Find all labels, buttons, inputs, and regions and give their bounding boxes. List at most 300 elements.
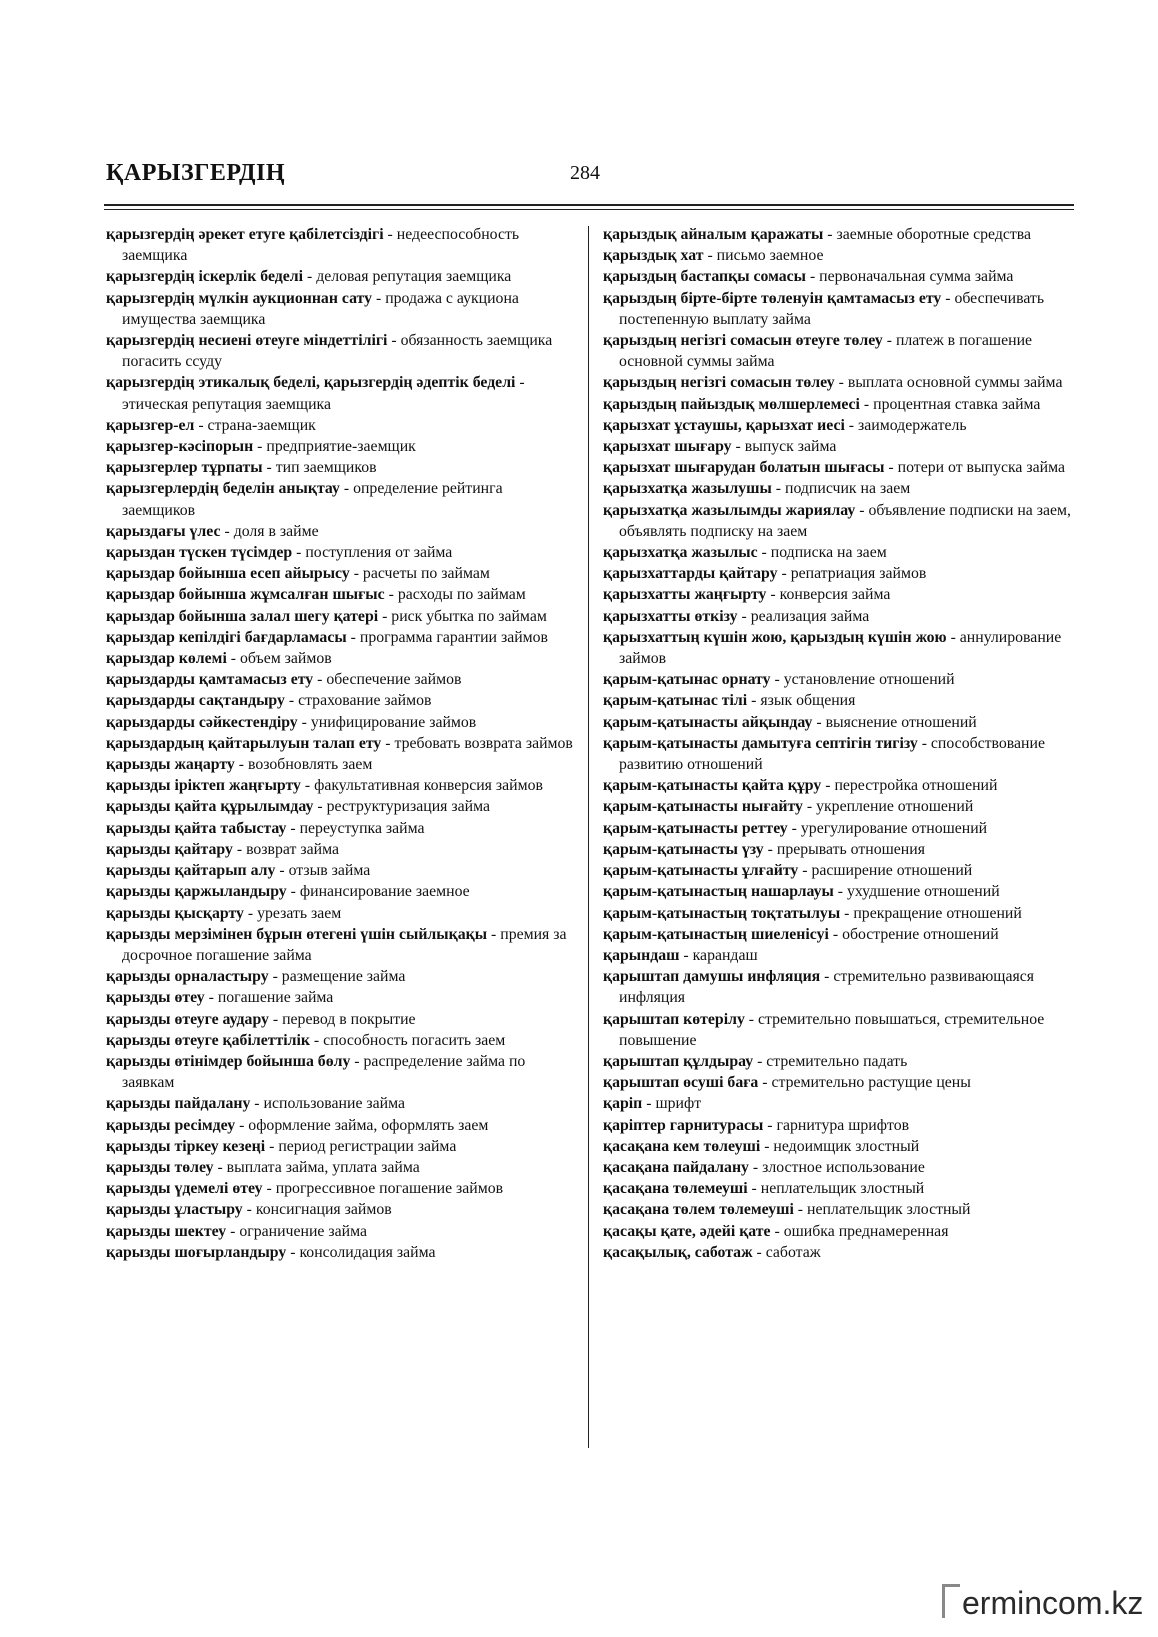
entry-term: қарызгердің мүлкін аукционнан сату	[106, 289, 373, 307]
entry-definition: финансирование заемное	[299, 883, 470, 901]
entry-term: қарызды жаңарту	[106, 756, 235, 774]
entry-definition: карандаш	[692, 946, 758, 964]
entry-separator: -	[268, 968, 282, 986]
entry-separator: -	[265, 1137, 279, 1155]
entry-term: қарыздың бірте-бірте төленуін қамтамасыз ету	[603, 289, 942, 307]
entry-definition: доля в займе	[233, 522, 319, 540]
dictionary-entry	[603, 372, 1073, 393]
entry-separator: -	[802, 798, 817, 816]
dictionary-entry	[603, 542, 1073, 563]
entry-definition: тип заемщиков	[275, 459, 377, 477]
entry-term: қарызды өтінімдер бойынша бөлу	[106, 1052, 351, 1070]
entry-definition: возврат займа	[246, 840, 339, 858]
entry-separator: -	[268, 1010, 283, 1028]
entry-term: қарызхаттарды қайтару	[603, 565, 778, 583]
entry-term: қарызхаттың күшін жою, қарыздың күшін жою	[603, 628, 947, 646]
header-rule-thick	[104, 204, 1074, 206]
entry-definition: реструктуризация займа	[326, 798, 490, 816]
dictionary-entry	[603, 1136, 1073, 1157]
entry-definition: реализация займа	[750, 607, 870, 625]
entry-separator: -	[515, 374, 525, 392]
entry-separator: -	[286, 819, 300, 837]
entry-definition: ухудшение отношений	[846, 883, 1000, 901]
entry-definition: факультативная конверсия займов	[314, 777, 543, 795]
entry-term: қарыздар бойынша залал шегу қатері	[106, 607, 379, 625]
entry-term: қарызды қайтару	[106, 840, 233, 858]
entry-separator: -	[292, 544, 306, 562]
entry-term: қаріптер гарнитурасы	[603, 1116, 764, 1134]
entry-separator: -	[346, 628, 360, 646]
entry-definition: размещение займа	[281, 968, 406, 986]
entry-definition: предприятие-заемщик	[266, 438, 416, 456]
entry-term: қарызхатқа жазылушы	[603, 480, 772, 498]
entry-separator: -	[220, 522, 234, 540]
entry-separator: -	[747, 692, 761, 710]
entry-separator: -	[757, 544, 771, 562]
dictionary-entry	[603, 1093, 1073, 1114]
dictionary-entry	[106, 457, 576, 478]
entry-separator: -	[946, 628, 960, 646]
dictionary-entry	[603, 839, 1073, 860]
entry-definition: программа гарантии займов	[359, 628, 549, 646]
entry-definition: письмо заемное	[716, 247, 824, 265]
entry-term: қарыздар бойынша есеп айырысу	[106, 565, 350, 583]
dictionary-entry	[106, 1051, 576, 1093]
entry-definition: недоимщик злостный	[773, 1137, 920, 1155]
dictionary-entry	[106, 648, 576, 669]
entry-separator: -	[487, 925, 501, 943]
entry-separator: -	[770, 671, 784, 689]
entry-term: қарызды шоғырландыру	[106, 1243, 287, 1261]
entry-term: қарызды өтеуге аудару	[106, 1010, 269, 1028]
entry-separator: -	[763, 840, 777, 858]
entry-separator: -	[752, 1243, 766, 1261]
entry-definition: подписка на заем	[770, 544, 887, 562]
entry-term: қарыздар көлемі	[106, 650, 227, 668]
entry-separator: -	[884, 459, 898, 477]
dictionary-entry	[106, 436, 576, 457]
entry-definition: прерывать отношения	[776, 840, 925, 858]
entry-definition: обострение отношений	[842, 925, 999, 943]
dictionary-entry	[603, 478, 1073, 499]
dictionary-entry	[106, 1009, 576, 1030]
dictionary-entry	[106, 818, 576, 839]
entry-definition: распределение займа по заявкам	[122, 1052, 526, 1092]
entry-term: қарыздарды қамтамасыз ету	[106, 671, 314, 689]
entry-separator: -	[844, 416, 859, 434]
entry-separator: -	[243, 904, 258, 922]
dictionary-entry	[106, 690, 576, 711]
entry-term: қарым-қатынастың нашарлауы	[603, 883, 834, 901]
entry-separator: -	[300, 777, 315, 795]
entry-definition: риск убытка по займам	[391, 607, 547, 625]
entry-term: қарым-қатынас орнату	[603, 671, 771, 689]
logo-t-icon	[942, 1584, 960, 1618]
entry-term: қаріп	[603, 1095, 643, 1113]
dictionary-entry	[603, 712, 1073, 733]
dictionary-entry	[603, 690, 1073, 711]
dictionary-entry	[106, 966, 576, 987]
dictionary-entry	[603, 1178, 1073, 1199]
dictionary-entry	[106, 372, 576, 414]
entry-term: қасақылық, саботаж	[603, 1243, 753, 1261]
entry-term: қарызды тіркеу кезеңі	[106, 1137, 266, 1155]
entry-term: қасақана төлемеуші	[603, 1180, 748, 1198]
dictionary-entry	[106, 606, 576, 627]
entry-term: қарызды ұластыру	[106, 1201, 243, 1219]
entry-definition: возобновлять заем	[248, 756, 373, 774]
dictionary-entry	[603, 860, 1073, 881]
entry-term: қарызды мерзімінен бұрын өтегені үшін сыйлықақы	[106, 925, 488, 943]
entry-separator: -	[917, 734, 931, 752]
entry-separator: -	[213, 1158, 227, 1176]
entry-definition: подписчик на заем	[785, 480, 911, 498]
entry-definition: репатриация займов	[790, 565, 927, 583]
entry-separator: -	[744, 1010, 759, 1028]
dictionary-entry	[603, 500, 1073, 542]
entry-term: қарыштап құлдырау	[603, 1052, 754, 1070]
entry-definition: установление отношений	[783, 671, 955, 689]
entry-definition: оформление займа, оформлять заем	[248, 1116, 489, 1134]
dictionary-entry	[106, 1199, 576, 1220]
entry-definition: способствование развитию отношений	[619, 734, 1045, 774]
entry-term: қарызхатқа жазылыс	[603, 544, 758, 562]
entry-definition: обязанность заемщика погасить ссуду	[122, 332, 553, 371]
entry-definition: поступления от займа	[305, 544, 453, 562]
dictionary-entry	[106, 839, 576, 860]
entry-definition: саботаж	[765, 1243, 821, 1261]
entry-definition: объем займов	[240, 650, 332, 668]
entry-term: қарыздың бастапқы сомасы	[603, 268, 806, 286]
entry-separator: -	[232, 840, 247, 858]
dictionary-entry	[106, 903, 576, 924]
entry-definition: стремительно растущие цены	[771, 1074, 971, 1092]
entry-definition: прогрессивное погашение займов	[275, 1180, 504, 1198]
dictionary-entry	[603, 966, 1073, 1008]
dictionary-entry	[106, 288, 576, 330]
entry-separator: -	[798, 862, 812, 880]
entry-term: қарыздың негізгі сомасын төлеу	[603, 374, 835, 392]
entry-separator: -	[679, 946, 693, 964]
entry-definition: шрифт	[655, 1095, 702, 1113]
entry-definition: этическая репутация заемщика	[122, 395, 331, 413]
entry-definition: стремительно развивающаяся инфляция	[619, 968, 1035, 1007]
entry-definition: аннулирование займов	[619, 628, 1062, 668]
entry-definition: гарнитура шрифтов	[776, 1116, 910, 1134]
dictionary-entry	[603, 436, 1073, 457]
dictionary-entry	[603, 881, 1073, 902]
entry-term: қарыздарды сақтандыру	[106, 692, 285, 710]
entry-term: қарым-қатынастың шиеленісуі	[603, 925, 829, 943]
dictionary-entry	[603, 394, 1073, 415]
entry-separator: -	[349, 565, 363, 583]
entry-separator: -	[834, 374, 848, 392]
entry-definition: способность погасить заем	[323, 1031, 506, 1049]
entry-separator: -	[770, 1222, 784, 1240]
entry-term: қарыздар кепілдігі бағдарламасы	[106, 628, 347, 646]
entry-separator: -	[372, 289, 386, 307]
entry-term: қарызхат шығарудан болатын шығасы	[603, 459, 885, 477]
entry-separator: -	[760, 1137, 774, 1155]
entry-separator: -	[384, 586, 398, 604]
entry-term: қарызгерлердің беделін анықтау	[106, 480, 340, 498]
entry-definition: переуступка займа	[299, 819, 425, 837]
entry-separator: -	[941, 289, 955, 307]
entry-term: қарыздың негізгі сомасын өтеуге төлеу	[603, 332, 883, 350]
entry-definition: выяснение отношений	[825, 713, 977, 731]
entry-definition: премия за досрочное погашение займа	[122, 925, 567, 964]
entry-definition: стремительно повышаться, стремительное повышение	[619, 1010, 1045, 1049]
dictionary-entry	[603, 1221, 1073, 1242]
entry-separator: -	[828, 925, 843, 943]
entry-definition: урегулирование отношений	[800, 819, 988, 837]
entry-definition: обеспечение займов	[326, 671, 462, 689]
entry-definition: отзыв займа	[288, 862, 371, 880]
entry-definition: страна-заемщик	[207, 416, 316, 434]
entry-term: қарызды ресімдеу	[106, 1116, 236, 1134]
entry-separator: -	[242, 1201, 256, 1219]
entry-definition: неплательщик злостный	[807, 1201, 971, 1219]
dictionary-entry	[603, 1009, 1073, 1051]
entry-term: қарым-қатынасты үзу	[603, 840, 764, 858]
dictionary-entry	[603, 288, 1073, 330]
entry-term: қарызгердің іскерлік беделі	[106, 268, 304, 286]
entry-separator: -	[793, 1201, 807, 1219]
left-column	[106, 224, 576, 1454]
entry-definition: первоначальная сумма займа	[819, 268, 1014, 286]
entry-separator: -	[235, 1116, 249, 1134]
entry-definition: недееспособность заемщика	[122, 226, 520, 265]
entry-term: қасақана төлем төлемеуші	[603, 1201, 794, 1219]
entry-definition: злостное использование	[762, 1158, 925, 1176]
entry-term: қарыздық айналым қаражаты	[603, 226, 824, 243]
entry-separator: -	[297, 713, 311, 731]
entry-separator: -	[753, 1052, 767, 1070]
entry-term: қарызды өтеуге қабілеттілік	[106, 1031, 310, 1049]
entry-term: қарым-қатынасты реттеу	[603, 819, 788, 837]
entry-term: қарым-қатынас тілі	[603, 692, 748, 710]
dictionary-entry	[106, 584, 576, 605]
dictionary-entry	[603, 1051, 1073, 1072]
dictionary-entry	[106, 478, 576, 520]
entry-definition: расширение отношений	[811, 862, 973, 880]
entry-separator: -	[642, 1095, 656, 1113]
entry-separator: -	[313, 671, 327, 689]
entry-definition: деловая репутация заемщика	[316, 268, 512, 286]
entry-definition: ограничение займа	[239, 1222, 367, 1240]
entry-term: қарызды қаржыландыру	[106, 883, 287, 901]
dictionary-entry	[106, 1115, 576, 1136]
dictionary-entry	[106, 860, 576, 881]
entry-separator: -	[855, 501, 869, 519]
entry-definition: объявление подписки на заем, объявлять подписку на заем	[619, 501, 1071, 540]
entry-term: қарыздық хат	[603, 247, 704, 265]
entry-term: қарызгер-ел	[106, 416, 195, 434]
entry-definition: погашение займа	[217, 989, 334, 1007]
entry-definition: определение рейтинга заемщиков	[122, 480, 503, 519]
entry-definition: консолидация займа	[299, 1243, 436, 1261]
dictionary-entry	[603, 945, 1073, 966]
page-header	[0, 0, 1158, 220]
entry-separator: -	[381, 734, 395, 752]
entry-separator: -	[194, 416, 208, 434]
entry-separator: -	[234, 756, 249, 774]
entry-separator: -	[747, 1180, 761, 1198]
entry-separator: -	[387, 332, 401, 350]
entry-term: қарыздағы үлес	[106, 522, 221, 540]
entry-separator: -	[275, 862, 289, 880]
entry-term: қарыздың пайыздық мөлшерлемесі	[603, 395, 860, 413]
entry-term: қарызды іріктеп жаңғырту	[106, 777, 301, 795]
entry-separator: -	[763, 1116, 777, 1134]
entry-term: қарызгердің несиені өтеуге міндеттілігі	[106, 332, 388, 350]
entry-term: қарым-қатынасты нығайту	[603, 798, 803, 816]
entry-term: қарым-қатынасты айқындау	[603, 713, 813, 731]
right-column	[603, 224, 1073, 1454]
entry-definition: перевод в покрытие	[282, 1010, 416, 1028]
entry-term: қарызды қысқарту	[106, 904, 244, 922]
dictionary-entry	[106, 266, 576, 287]
entry-term: қарызды пайдалану	[106, 1095, 251, 1113]
dictionary-entry	[106, 1178, 576, 1199]
entry-separator: -	[882, 332, 896, 350]
entry-definition: консигнация займов	[255, 1201, 392, 1219]
entry-term: қасақана кем төлеуші	[603, 1137, 761, 1155]
dictionary-entry	[106, 796, 576, 817]
dictionary-entry	[106, 1136, 576, 1157]
entry-term: қарызгерлер тұрпаты	[106, 459, 263, 477]
entry-term: қарызды үдемелі өтеу	[106, 1180, 263, 1198]
entry-definition: продажа с аукциона имущества заемщика	[122, 289, 519, 328]
entry-separator: -	[204, 989, 218, 1007]
entry-term: қарыштап өсуші баға	[603, 1074, 759, 1092]
entry-separator: -	[777, 565, 791, 583]
entry-separator: -	[226, 1222, 240, 1240]
page-number: 284	[570, 162, 600, 184]
entry-term: қарыздарды сәйкестендіру	[106, 713, 298, 731]
dictionary-entry	[603, 457, 1073, 478]
dictionary-entry	[106, 754, 576, 775]
dictionary-entry	[603, 627, 1073, 669]
entry-separator: -	[253, 438, 267, 456]
dictionary-entry	[603, 1199, 1073, 1220]
dictionary-entry	[603, 224, 1073, 245]
entry-term: қарызды қайтарып алу	[106, 862, 276, 880]
entry-separator: -	[758, 1074, 772, 1092]
entry-separator: -	[821, 777, 835, 795]
dictionary-entry	[603, 563, 1073, 584]
dictionary-entry	[106, 881, 576, 902]
entry-separator: -	[737, 607, 751, 625]
entry-term: қарым-қатынасты ұлғайту	[603, 862, 799, 880]
entry-term: қарызды төлеу	[106, 1158, 214, 1176]
dictionary-entry	[106, 669, 576, 690]
dictionary-entry	[603, 1157, 1073, 1178]
column-divider	[588, 226, 589, 1448]
dictionary-entry	[106, 415, 576, 436]
entry-term: қасақы қате, әдейі қате	[603, 1222, 771, 1240]
entry-separator: -	[383, 226, 397, 243]
entry-term: қасақана пайдалану	[603, 1158, 749, 1176]
entry-term: қарызхат шығару	[603, 438, 732, 456]
dictionary-entry	[603, 733, 1073, 775]
entry-separator: -	[820, 968, 834, 986]
entry-separator: -	[748, 1158, 763, 1176]
dictionary-entry	[106, 712, 576, 733]
entry-definition: выплата основной суммы займа	[847, 374, 1063, 392]
dictionary-entry	[603, 266, 1073, 287]
dictionary-entry	[603, 796, 1073, 817]
entry-definition: расходы по займам	[397, 586, 526, 604]
entry-term: қарыздар бойынша жұмсалған шығыс	[106, 586, 385, 604]
entry-separator: -	[840, 904, 854, 922]
entry-definition: потери от выпуска займа	[897, 459, 1065, 477]
entry-term: қарызды өтеу	[106, 989, 205, 1007]
dictionary-entry	[603, 903, 1073, 924]
entry-term: қарызхатқа жазылымды жариялау	[603, 501, 856, 519]
entry-separator: -	[859, 395, 874, 413]
dictionary-entry	[106, 775, 576, 796]
dictionary-entry	[603, 330, 1073, 372]
entry-separator: -	[262, 1180, 276, 1198]
entry-separator: -	[806, 268, 820, 286]
dictionary-entry	[106, 521, 576, 542]
entry-separator: -	[787, 819, 801, 837]
dictionary-entry	[603, 606, 1073, 627]
entry-term: қарызды шектеу	[106, 1222, 227, 1240]
entry-definition: выпуск займа	[744, 438, 837, 456]
entry-definition: конверсия займа	[779, 586, 891, 604]
entry-separator: -	[771, 480, 785, 498]
dictionary-entry	[603, 584, 1073, 605]
entry-definition: расчеты по займам	[362, 565, 490, 583]
header-rule-thin	[104, 209, 1074, 210]
dictionary-entry	[603, 415, 1073, 436]
entry-definition: заимодержатель	[858, 416, 967, 434]
entry-separator: -	[731, 438, 745, 456]
dictionary-entry	[106, 542, 576, 563]
entry-separator: -	[226, 650, 241, 668]
entry-separator: -	[350, 1052, 364, 1070]
dictionary-entry	[603, 924, 1073, 945]
dictionary-entry	[106, 563, 576, 584]
entry-separator: -	[703, 247, 717, 265]
entry-definition: требовать возврата займов	[394, 734, 573, 752]
entry-term: қарыздардың қайтарылуын талап ету	[106, 734, 382, 752]
entry-term: қарызды қайта табыстау	[106, 819, 287, 837]
dictionary-entry	[106, 1242, 576, 1263]
entry-definition: страхование займов	[298, 692, 432, 710]
entry-term: қарым-қатынасты дамытуға септігін тигізу	[603, 734, 918, 752]
dictionary-entry	[603, 1072, 1073, 1093]
termincom-logo	[942, 1584, 1142, 1624]
dictionary-entry	[603, 775, 1073, 796]
entry-definition: унифицирование займов	[310, 713, 477, 731]
entry-separator: -	[833, 883, 847, 901]
entry-separator: -	[378, 607, 392, 625]
entry-separator: -	[339, 480, 354, 498]
entry-definition: выплата займа, уплата займа	[226, 1158, 420, 1176]
dictionary-entry	[106, 1221, 576, 1242]
dictionary-entry	[603, 1115, 1073, 1136]
dictionary-entry	[106, 1093, 576, 1114]
entry-term: қарызхат ұстаушы, қарызхат иесі	[603, 416, 845, 434]
entry-separator: -	[309, 1031, 324, 1049]
entry-definition: заемные оборотные средства	[836, 226, 1032, 243]
entry-separator: -	[284, 692, 299, 710]
entry-definition: процентная ставка займа	[873, 395, 1041, 413]
dictionary-entry	[106, 1030, 576, 1051]
